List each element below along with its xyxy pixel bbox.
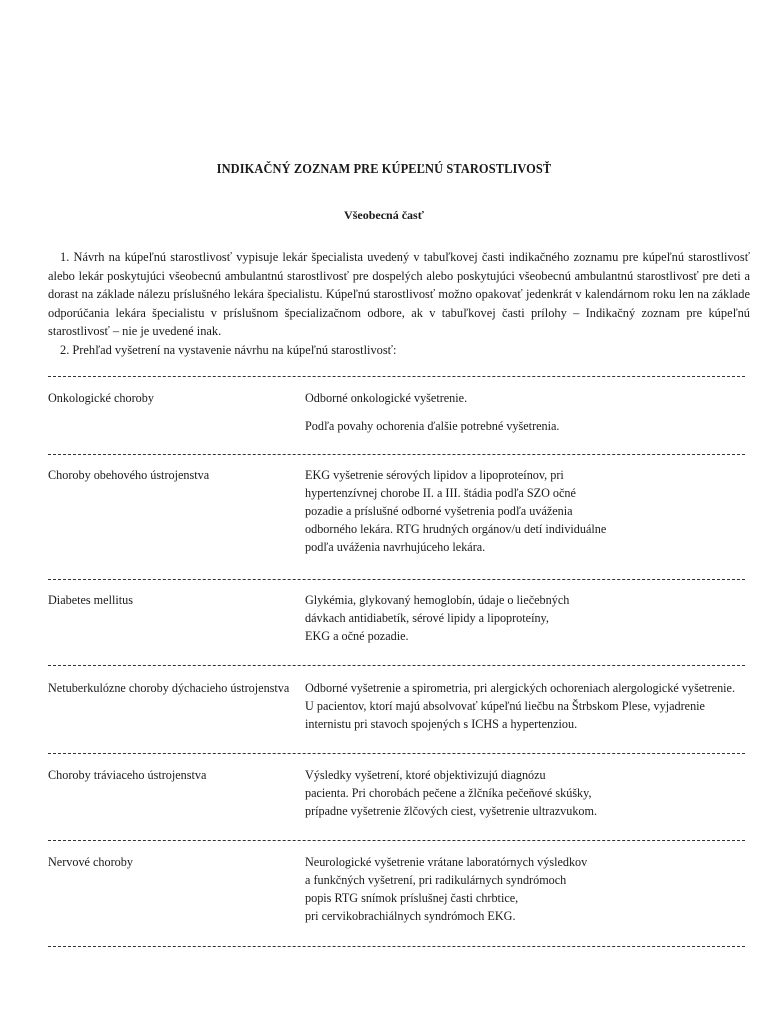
- paragraph-1: 1. Návrh na kúpeľnú starostlivosť vypisuje lekár špecialista uvedený v tabuľkovej časti indikačného zoznamu pre kúpeľnú starostlivosť alebo lekár poskytujúci všeobecnú ambulantnú starostlivosť pre dospelých alebo poskytujúci všeobecnú ambulantnú starostlivosť pre deti a dorast na základe nálezu príslušného lekára špecialistu. Kúpeľnú starostlivosť možno opakovať jedenkrát v kalendárnom roku len na základe odporúčania lekára špecialistu v príslušnom špecializačnom odbore, ak v tabuľkovej časti prílohy – Indikačný zoznam pre kúpeľnú starostlivosť – nie je uvedené inak.: [48, 250, 750, 338]
- exam-line: dávkach antidiabetík, sérové lipidy a lipoproteíny,: [305, 611, 549, 625]
- table-divider: [48, 376, 745, 377]
- exam-line: pri cervikobrachiálnych syndrómoch EKG.: [305, 909, 516, 923]
- table-row-disease: Choroby obehového ústrojenstva: [48, 468, 210, 482]
- table-row-disease: Nervové choroby: [48, 855, 133, 869]
- exam-line: pozadie a príslušné odborné vyšetrenia podľa uváženia: [305, 504, 573, 518]
- exam-line: Odborné onkologické vyšetrenie.: [305, 391, 468, 405]
- exam-line: podľa uváženia navrhujúceho lekára.: [305, 540, 486, 554]
- exam-line: popis RTG snímok príslušnej časti chrbtice,: [305, 891, 519, 905]
- exam-line: prípadne vyšetrenie žlčových ciest, vyšetrenie ultrazvukom.: [305, 804, 598, 818]
- table-divider: [48, 454, 745, 455]
- table-divider: [48, 579, 745, 580]
- table-row-disease: Diabetes mellitus: [48, 593, 133, 607]
- exam-line: Neurologické vyšetrenie vrátane laboratórnych výsledkov: [305, 855, 588, 869]
- paragraph-2: 2. Prehľad vyšetrení na vystavenie návrhu na kúpeľnú starostlivosť:: [60, 343, 397, 357]
- exam-line: EKG a očné pozadie.: [305, 629, 409, 643]
- table-divider: [48, 665, 745, 666]
- exam-line: Výsledky vyšetrení, ktoré objektivizujú diagnózu: [305, 768, 546, 782]
- table-row-disease: Choroby tráviaceho ústrojenstva: [48, 768, 207, 782]
- exam-line: EKG vyšetrenie sérových lipidov a lipoproteínov, pri: [305, 468, 564, 482]
- exam-line: internistu pri stavoch spojených s ICHS a hypertenziou.: [305, 717, 578, 731]
- table-row-disease: Netuberkulózne choroby dýchacieho ústrojenstva: [48, 681, 290, 695]
- exam-line: Odborné vyšetrenie a spirometria, pri alergických ochoreniach alergologické vyšetrenie.: [305, 681, 736, 695]
- table-divider: [48, 946, 745, 947]
- table-row-exams: [305, 853, 750, 925]
- document-title: INDIKAČNÝ ZOZNAM PRE KÚPEĽNÚ STAROSTLIVOSŤ: [216, 161, 552, 176]
- table-row-exams: [305, 389, 750, 435]
- section-subtitle: Všeobecná časť: [344, 208, 424, 222]
- table-row-exams: [305, 466, 750, 556]
- exam-line: U pacientov, ktorí majú absolvovať kúpeľnú liečbu na Štrbskom Plese, vyjadrenie: [305, 699, 705, 713]
- table-row-disease: Onkologické choroby: [48, 391, 154, 405]
- table-row-exams: [305, 766, 750, 820]
- exam-line: hypertenzívnej chorobe II. a III. štádia podľa SZO očné: [305, 486, 576, 500]
- exam-line: odborného lekára. RTG hrudných orgánov/u detí individuálne: [305, 522, 607, 536]
- exam-line: Glykémia, glykovaný hemoglobín, údaje o liečebných: [305, 593, 570, 607]
- table-row-exams: [305, 591, 750, 645]
- table-row-exams: [305, 679, 750, 733]
- exam-line: Podľa povahy ochorenia ďalšie potrebné vyšetrenia.: [305, 419, 560, 433]
- table-divider: [48, 753, 745, 754]
- table-divider: [48, 840, 745, 841]
- exam-line: pacienta. Pri chorobách pečene a žlčníka pečeňové skúšky,: [305, 786, 592, 800]
- exam-line: a funkčných vyšetrení, pri radikulárnych syndrómoch: [305, 873, 567, 887]
